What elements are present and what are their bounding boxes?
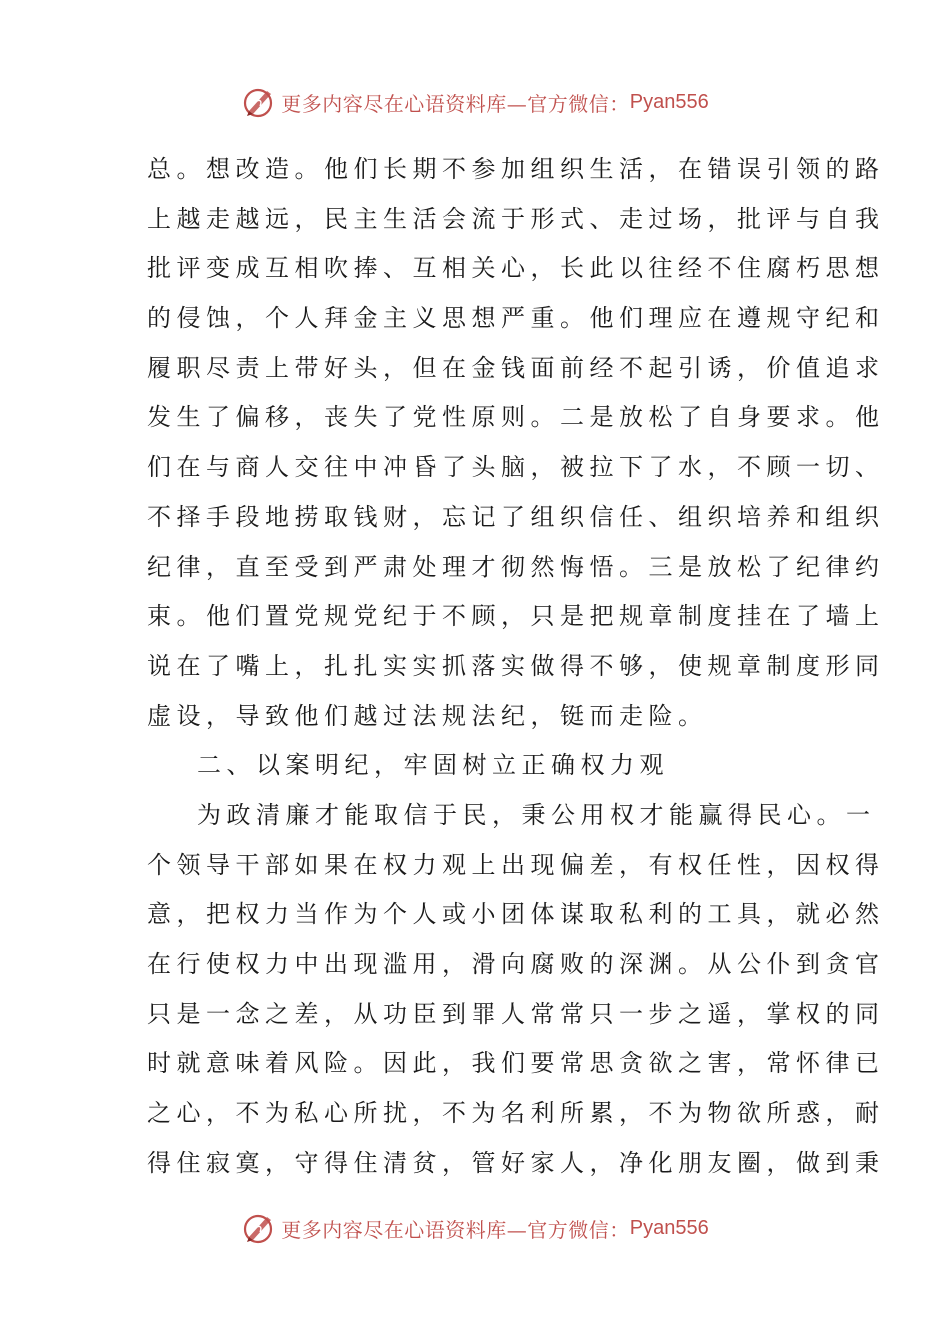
text-line: 只是一念之差，从功臣到罪人常常只一步之遥，掌权的同: [147, 999, 885, 1028]
paragraph-first-line: 为政清廉才能取信于民，秉公用权才能赢得民心。一: [197, 800, 876, 829]
pen-logo-icon: [241, 1210, 277, 1246]
text-line: 的侵蚀，个人拜金主义思想严重。他们理应在遵规守纪和: [147, 304, 885, 333]
section-heading: 二、以案明纪，牢固树立正确权力观: [197, 751, 669, 780]
text-line: 纪律，直至受到严肃处理才彻然悔悟。三是放松了纪律约: [147, 552, 885, 581]
text-line: 不择手段地捞取钱财，忘记了组织信任、组织培养和组织: [147, 502, 885, 531]
text-line: 发生了偏移，丧失了党性原则。二是放松了自身要求。他: [147, 403, 885, 432]
text-line: 总。想改造。他们长期不参加组织生活，在错误引领的路: [147, 155, 885, 183]
text-line: 意，把权力当作为个人或小团体谋取私利的工具，就必然: [147, 900, 885, 929]
header-banner: [0, 82, 950, 122]
document-body: [147, 145, 885, 1188]
header-banner-text: 更多内容尽在心语资料库—官方微信：: [281, 91, 630, 116]
text-line: 履职尽责上带好头，但在金钱面前经不起引诱，价值追求: [147, 353, 885, 382]
text-line: 在行使权力中出现滥用，滑向腐败的深渊。从公仆到贪官: [147, 950, 885, 978]
pen-logo-icon: [241, 84, 277, 120]
text-line: 批评变成互相吹捧、互相关心，长此以往经不住腐朽思想: [147, 254, 885, 283]
text-line: 得住寂寞，守得住清贫，管好家人，净化朋友圈，做到秉: [147, 1148, 885, 1177]
text-line: 说在了嘴上，扎扎实实抓落实做得不够，使规章制度形同: [147, 651, 885, 680]
footer-banner: [0, 1208, 950, 1248]
footer-banner-text: 更多内容尽在心语资料库—官方微信：: [281, 1217, 630, 1242]
text-line: 之心，不为私心所扰，不为名利所累，不为物欲所惑，耐: [147, 1099, 885, 1128]
footer-wechat-id: Pyan556: [629, 1216, 709, 1239]
text-line: 上越走越远，民主生活会流于形式、走过场，批评与自我: [147, 204, 885, 233]
header-wechat-id: Pyan556: [629, 90, 709, 113]
text-line: 们在与商人交往中冲昏了头脑，被拉下了水，不顾一切、: [147, 453, 885, 482]
text-line: 时就意味着风险。因此，我们要常思贪欲之害，常怀律已: [147, 1049, 885, 1078]
text-line: 虚设，导致他们越过法规法纪，铤而走险。: [147, 701, 708, 730]
text-line: 束。他们置党规党纪于不顾，只是把规章制度挂在了墙上: [147, 602, 885, 631]
text-line: 个领导干部如果在权力观上出现偏差，有权任性，因权得: [147, 850, 885, 879]
